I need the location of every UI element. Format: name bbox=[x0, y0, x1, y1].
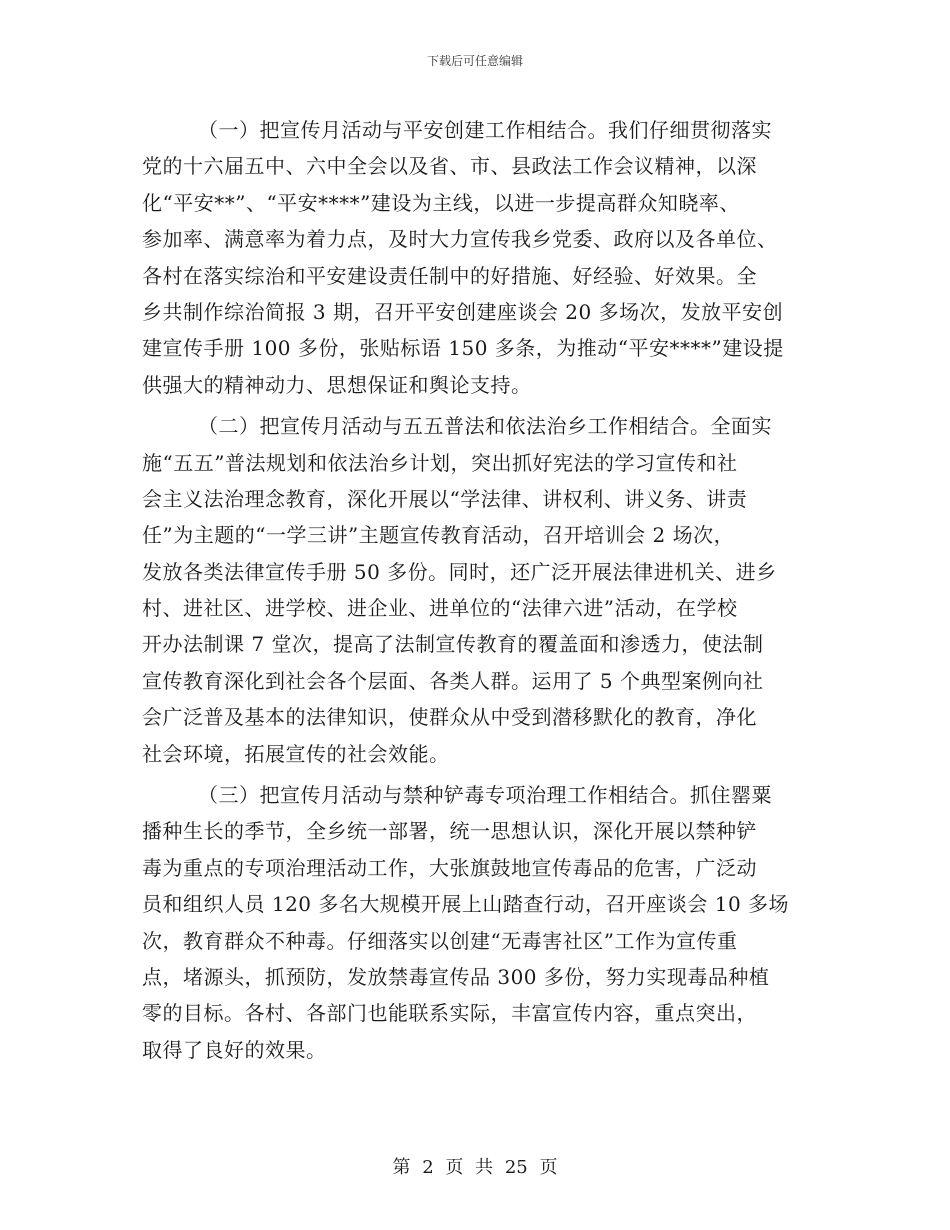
paragraph-line: 社会环境，拓展宣传的社会效能。 bbox=[142, 741, 450, 766]
paragraph-line: （二）把宣传月活动与五五普法和依法治乡工作相结合。全面实 bbox=[198, 414, 772, 439]
paragraph-line: 村、进社区、进学校、进企业、进单位的“法律六进”活动，在学校 bbox=[142, 596, 738, 621]
page-header-note: 下载后可任意编辑 bbox=[426, 54, 523, 68]
paragraph-line: （三）把宣传月活动与禁种铲毒专项治理工作相结合。抓住罂粟 bbox=[198, 783, 772, 808]
paragraph-3 bbox=[142, 777, 814, 1068]
paragraph-line: 零的目标。各村、各部门也能联系实际，丰富宣传内容，重点突出， bbox=[142, 1001, 757, 1026]
paragraph-line: 参加率、满意率为着力点，及时大力宣传我乡党委、政府以及各单位、 bbox=[142, 227, 778, 252]
paragraph-line: 宣传教育深化到社会各个层面、各类人群。运用了 5 个典型案例向社 bbox=[142, 668, 764, 693]
paragraph-line: 会广泛普及基本的法律知识，使群众从中受到潜移默化的教育，净化 bbox=[142, 705, 757, 730]
paragraph-line: 任”为主题的“一学三讲”主题宣传教育活动，召开培训会 2 场次， bbox=[142, 523, 735, 548]
paragraph-line: 党的十六届五中、六中全会以及省、市、县政法工作会议精神，以深 bbox=[142, 154, 757, 179]
paragraph-line: 开办法制课 7 堂次，提高了法制宣传教育的覆盖面和渗透力，使法制 bbox=[142, 632, 764, 657]
paragraph-line: （一）把宣传月活动与平安创建工作相结合。我们仔细贯彻落实 bbox=[198, 118, 772, 142]
paragraph-line: 会主义法治理念教育，深化开展以“学法律、讲权利、讲义务、讲责 bbox=[142, 486, 748, 511]
paragraph-line: 播种生长的季节，全乡统一部署，统一思想认识，深化开展以禁种铲 bbox=[142, 819, 757, 844]
paragraph-line: 乡共制作综治简报 3 期，召开平安创建座谈会 20 多场次，发放平安创 bbox=[142, 299, 784, 324]
paragraph-line: 建宣传手册 100 多份，张贴标语 150 多条，为推动“平安****”建设提 bbox=[142, 336, 784, 361]
paragraph-1 bbox=[142, 112, 814, 403]
paragraph-line: 次，教育群众不种毒。仔细落实以创建“无毒害社区”工作为宣传重 bbox=[142, 928, 738, 953]
paragraph-2 bbox=[142, 408, 814, 772]
document-body bbox=[142, 112, 814, 1068]
paragraph-line: 施“五五”普法规划和依法治乡计划，突出抓好宪法的学习宣传和社 bbox=[142, 450, 738, 475]
paragraph-line: 发放各类法律宣传手册 50 多份。同时，还广泛开展法律进机关、进乡 bbox=[142, 559, 777, 584]
paragraph-line: 点，堵源头，抓预防，发放禁毒宣传品 300 多份，努力实现毒品种植 bbox=[142, 964, 770, 989]
paragraph-line: 毒为重点的专项治理活动工作，大张旗鼓地宣传毒品的危害，广泛动 bbox=[142, 855, 757, 880]
paragraph-line: 化“平安**”、“平安****”建设为主线，以进一步提高群众知晓率、 bbox=[142, 190, 740, 215]
paragraph-line: 员和组织人员 120 多名大规模开展上山踏查行动，召开座谈会 10 多场 bbox=[142, 892, 790, 917]
paragraph-line: 取得了良好的效果。 bbox=[142, 1037, 327, 1062]
paragraph-line: 各村在落实综治和平安建设责任制中的好措施、好经验、好效果。全 bbox=[142, 263, 757, 288]
paragraph-line: 供强大的精神动力、思想保证和舆论支持。 bbox=[142, 372, 532, 397]
page-number-footer: 第 2 页 共 25 页 bbox=[392, 1157, 558, 1178]
